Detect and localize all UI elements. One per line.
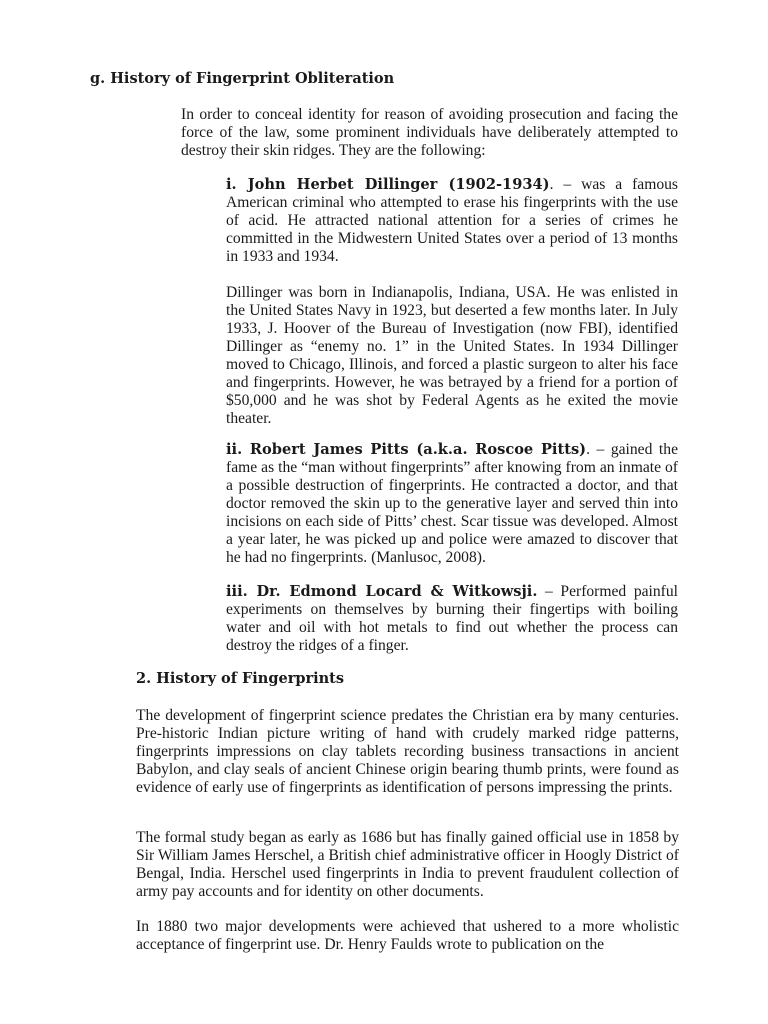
item-pitts [226,441,678,567]
section-heading-fingerprint-obliteration: g. History of Fingerprint Obliteration [90,70,395,87]
item-title-dillinger: i. John Herbet Dillinger (1902-1934) [226,176,550,193]
paragraph-1880: In 1880 two major developments were achieved that ushered to a more wholistic acceptance of fingerprint use. Dr. Henry Faulds wrote to publication on the [136,918,679,953]
paragraph-formal-study: The formal study began as early as 1686 but has finally gained official use in 1858 by Sir William James Herschel, a British chief administrative officer in Hoogly District of Bengal, India. Herschel used fingerprints in India to prevent fraudulent collection of army pay accounts and for identity on other documents. [136,829,679,900]
item-text-locard: – Performed painful experiments on themselves by burning their fingertips with boiling water and oil with hot metals to find out whether the process can destroy the ridges of a finger. [226,583,678,654]
item-locard [226,583,678,655]
intro-paragraph: In order to conceal identity for reason of avoiding prosecution and facing the force of the law, some prominent individuals have deliberately attempted to destroy their skin ridges. They are the following: [181,106,678,159]
item-dillinger [226,176,678,266]
item-text-pitts: . – gained the fame as the “man without fingerprints” after knowing from an inmate of a possible destruction of fingerprints. He contracted a doctor, and that doctor removed the skin up to the generative layer and served thin into incisions on each side of Pitts’ chest. Scar tissue was developed. Almost a year later, he was picked up and police were amazed to discover that he had no fingerprints. (Manlusoc, 2008). [226,441,678,566]
section-heading-history-of-fingerprints: 2. History of Fingerprints [136,670,345,687]
item-title-locard: iii. Dr. Edmond Locard & Witkowsji. [226,583,538,600]
paragraph-development: The development of fingerprint science predates the Christian era by many centuries. Pre-historic Indian picture writing of hand with crudely marked ridge patterns, fingerprints impressions on clay tablets recording business transactions in ancient Babylon, and clay seals of ancient Chinese origin bearing thumb prints, were found as evidence of early use of fingerprints as identification of persons impressing the prints. [136,707,679,796]
dillinger-bio-paragraph: Dillinger was born in Indianapolis, Indiana, USA. He was enlisted in the United States Navy in 1923, but deserted a few months later. In July 1933, J. Hoover of the Bureau of Investigation (now FBI), identified Dillinger as “enemy no. 1” in the United States. In 1934 Dillinger moved to Chicago, Illinois, and forced a plastic surgeon to alter his face and fingerprints. However, he was betrayed by a friend for a portion of $50,000 and he was shot by Federal Agents as he exited the movie theater. [226,284,678,427]
item-text-dillinger: . – was a famous American criminal who attempted to erase his fingerprints with the use of acid. He attracted national attention for a series of crimes he committed in the Midwestern United States over a period of 13 months in 1933 and 1934. [226,176,678,265]
item-title-pitts: ii. Robert James Pitts (a.k.a. Roscoe Pitts) [226,441,587,458]
